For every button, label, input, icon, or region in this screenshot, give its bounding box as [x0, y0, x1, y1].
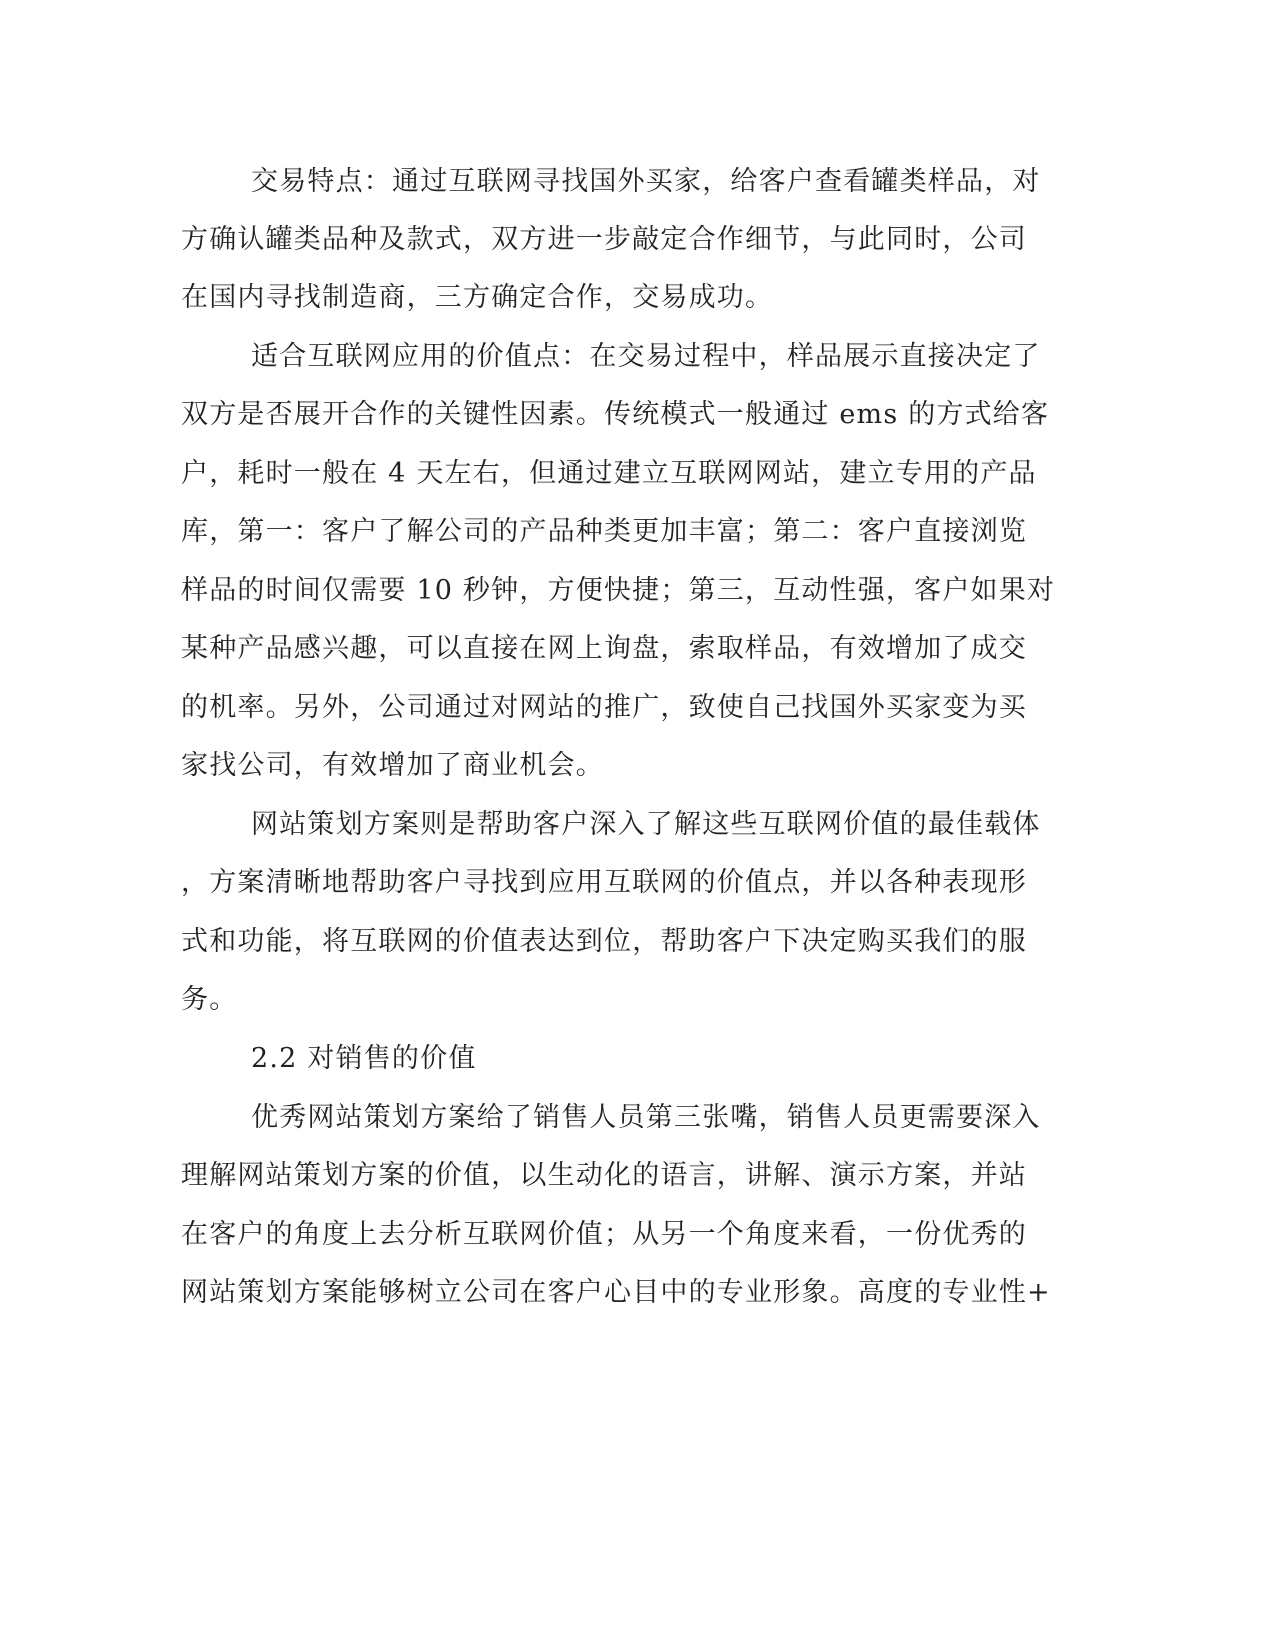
text-line: 方确认罐类品种及款式，双方进一步敲定合作细节，与此同时，公司 [181, 224, 1027, 255]
text-line: 的机率。另外，公司通过对网站的推广，致使自己找国外买家变为买 [181, 692, 1027, 723]
text-line: 家找公司，有效增加了商业机会。 [181, 750, 604, 781]
text-line: 优秀网站策划方案给了销售人员第三张嘴，销售人员更需要深入 [251, 1102, 1041, 1133]
text-line: 户，耗时一般在 4 天左右，但通过建立互联网网站，建立专用的产品 [181, 458, 1037, 489]
text-line: 网站策划方案则是帮助客户深入了解这些互联网价值的最佳载体 [251, 809, 1041, 840]
text-line: 某种产品感兴趣，可以直接在网上询盘，索取样品，有效增加了成交 [181, 633, 1027, 664]
text-line: 理解网站策划方案的价值，以生动化的语言，讲解、演示方案，并站 [181, 1160, 1027, 1191]
text-line: 务。 [181, 984, 238, 1015]
text-line: 双方是否展开合作的关键性因素。传统模式一般通过 ems 的方式给客 [181, 399, 1050, 430]
text-line: 交易特点：通过互联网寻找国外买家，给客户查看罐类样品，对 [251, 166, 1041, 197]
text-line: 在客户的角度上去分析互联网价值；从另一个角度来看，一份优秀的 [181, 1219, 1027, 1250]
text-line: 网站策划方案能够树立公司在客户心目中的专业形象。高度的专业性+ [181, 1277, 1051, 1308]
text-line: 式和功能，将互联网的价值表达到位，帮助客户下决定购买我们的服 [181, 926, 1027, 957]
section-heading: 2.2 对销售的价值 [251, 1043, 477, 1074]
text-line: 在国内寻找制造商，三方确定合作，交易成功。 [181, 282, 774, 313]
text-line: 样品的时间仅需要 10 秒钟，方便快捷；第三，互动性强，客户如果对 [181, 575, 1056, 606]
text-line: 库，第一：客户了解公司的产品种类更加丰富；第二：客户直接浏览 [181, 516, 1027, 547]
text-line: 适合互联网应用的价值点：在交易过程中，样品展示直接决定了 [251, 341, 1041, 372]
text-line: ，方案清晰地帮助客户寻找到应用互联网的价值点，并以各种表现形 [181, 867, 1027, 898]
